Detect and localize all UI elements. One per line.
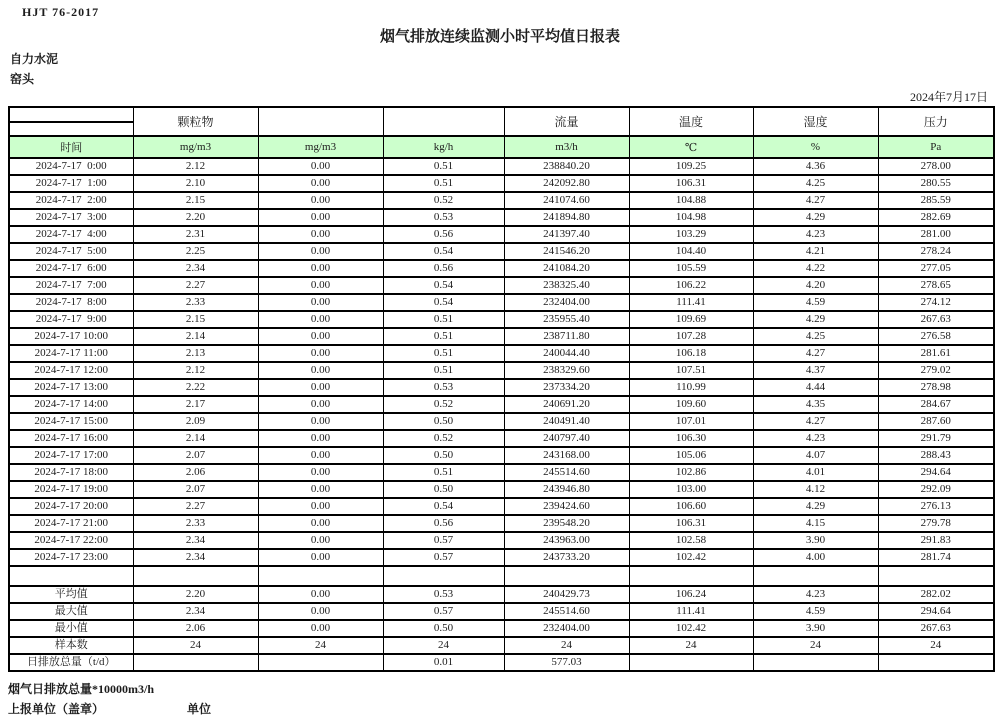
summary-pm-cell: 2.20 [133,586,258,603]
table-row [9,209,994,226]
temperature-cell: 106.60 [629,498,753,515]
pressure-cell: 279.78 [878,515,994,532]
unit-flow-m3h: m3/h [504,136,629,158]
time-cell: 2024-7-17 17:00 [9,447,133,464]
emission-rate-cell: 0.54 [383,294,504,311]
emission-rate-cell: 0.56 [383,226,504,243]
emission-rate-cell: 0.54 [383,243,504,260]
emission-rate-cell: 0.56 [383,515,504,532]
summary-row [9,586,994,603]
pressure-cell: 291.79 [878,430,994,447]
units-row [9,136,994,158]
table-row [9,260,994,277]
temperature-cell: 102.42 [629,549,753,566]
emission-rate-cell: 0.53 [383,379,504,396]
unit-kgh: kg/h [383,136,504,158]
pressure-cell: 278.00 [878,158,994,175]
time-cell: 2024-7-17 3:00 [9,209,133,226]
temperature-cell: 105.06 [629,447,753,464]
humidity-cell: 4.00 [753,549,878,566]
second-concentration-cell: 0.00 [258,430,383,447]
flow-total-note: 烟气日排放总量*10000m3/h [8,682,155,696]
emission-rate-cell: 0.51 [383,175,504,192]
flow-cell: 238329.60 [504,362,629,379]
page-title: 烟气排放连续监测小时平均值日报表 [379,29,620,45]
pm-concentration-cell: 2.17 [133,396,258,413]
time-cell: 2024-7-17 16:00 [9,430,133,447]
humidity-cell: 4.07 [753,447,878,464]
time-cell: 2024-7-17 21:00 [9,515,133,532]
emission-rate-cell: 0.52 [383,430,504,447]
time-cell: 2024-7-17 2:00 [9,192,133,209]
humidity-cell: 4.29 [753,498,878,515]
emission-rate-cell: 0.54 [383,498,504,515]
flow-cell: 240691.20 [504,396,629,413]
humidity-cell: 4.37 [753,362,878,379]
temperature-cell: 109.60 [629,396,753,413]
table-row [9,379,994,396]
table-row [9,328,994,345]
temperature-cell: 107.51 [629,362,753,379]
pm-concentration-cell: 2.07 [133,447,258,464]
col-header-pressure: 压力 [878,107,994,136]
report-date: 2024年7月17日 [909,90,988,104]
table-row [9,481,994,498]
summary-rate-cell: 0.50 [383,620,504,637]
summary-rate-cell: 0.53 [383,586,504,603]
time-cell: 2024-7-17 1:00 [9,175,133,192]
second-concentration-cell: 0.00 [258,447,383,464]
time-cell: 2024-7-17 11:00 [9,345,133,362]
emission-rate-cell: 0.51 [383,311,504,328]
report-unit-label: 上报单位（盖章） [8,702,105,716]
second-concentration-cell: 0.00 [258,379,383,396]
pm-concentration-cell: 2.12 [133,158,258,175]
table-row [9,243,994,260]
pm-concentration-cell: 2.15 [133,311,258,328]
table-row [9,362,994,379]
table-row [9,515,994,532]
emission-rate-cell: 0.50 [383,481,504,498]
time-cell: 2024-7-17 9:00 [9,311,133,328]
col-header-humidity: 湿度 [753,107,878,136]
flow-cell: 240797.40 [504,430,629,447]
flow-cell: 238325.40 [504,277,629,294]
emission-rate-cell: 0.50 [383,413,504,430]
humidity-cell: 4.25 [753,328,878,345]
header-group-row [9,107,994,122]
table-row [9,532,994,549]
summary-flow-cell: 577.03 [504,654,629,671]
summary-rate-cell: 0.57 [383,603,504,620]
emission-rate-cell: 0.52 [383,396,504,413]
temperature-cell: 104.40 [629,243,753,260]
emission-rate-cell: 0.51 [383,362,504,379]
pressure-cell: 274.12 [878,294,994,311]
pm-concentration-cell: 2.33 [133,294,258,311]
emission-rate-cell: 0.51 [383,464,504,481]
summary-pressure-cell: 282.02 [878,586,994,603]
summary-second-cell: 0.00 [258,620,383,637]
table-row [9,192,994,209]
temperature-cell: 103.00 [629,481,753,498]
pressure-cell: 285.59 [878,192,994,209]
temperature-cell: 107.01 [629,413,753,430]
second-concentration-cell: 0.00 [258,464,383,481]
humidity-cell: 4.21 [753,243,878,260]
time-cell: 2024-7-17 8:00 [9,294,133,311]
second-concentration-cell: 0.00 [258,243,383,260]
summary-pressure-cell [878,654,994,671]
flow-cell: 242092.80 [504,175,629,192]
pressure-cell: 281.74 [878,549,994,566]
flow-cell: 243733.20 [504,549,629,566]
second-concentration-cell: 0.00 [258,158,383,175]
emission-rate-cell: 0.57 [383,532,504,549]
flow-cell: 238711.80 [504,328,629,345]
pm-concentration-cell: 2.10 [133,175,258,192]
flow-cell: 237334.20 [504,379,629,396]
time-cell: 2024-7-17 6:00 [9,260,133,277]
unit-pa: Pa [878,136,994,158]
monitoring-data-table [8,106,995,672]
second-concentration-cell: 0.00 [258,549,383,566]
pm-concentration-cell: 2.06 [133,464,258,481]
emission-rate-cell: 0.51 [383,158,504,175]
summary-second-cell: 0.00 [258,603,383,620]
second-concentration-cell: 0.00 [258,532,383,549]
pressure-cell: 284.67 [878,396,994,413]
time-cell: 2024-7-17 7:00 [9,277,133,294]
summary-pm-cell: 2.34 [133,603,258,620]
pressure-cell: 276.13 [878,498,994,515]
table-row [9,549,994,566]
temperature-cell: 107.28 [629,328,753,345]
pressure-cell: 281.61 [878,345,994,362]
humidity-cell: 4.15 [753,515,878,532]
unit-percent: % [753,136,878,158]
time-cell: 2024-7-17 5:00 [9,243,133,260]
time-cell: 2024-7-17 20:00 [9,498,133,515]
summary-temperature-cell: 111.41 [629,603,753,620]
temperature-cell: 106.30 [629,430,753,447]
pm-concentration-cell: 2.34 [133,260,258,277]
pm-concentration-cell: 2.22 [133,379,258,396]
pressure-cell: 291.83 [878,532,994,549]
col-header-empty-1 [258,107,383,136]
pressure-cell: 288.43 [878,447,994,464]
humidity-cell: 4.44 [753,379,878,396]
time-cell: 2024-7-17 18:00 [9,464,133,481]
temperature-cell: 102.86 [629,464,753,481]
temperature-cell: 104.88 [629,192,753,209]
time-cell: 2024-7-17 0:00 [9,158,133,175]
flow-cell: 243168.00 [504,447,629,464]
table-row [9,226,994,243]
pm-concentration-cell: 2.34 [133,532,258,549]
pm-concentration-cell: 2.31 [133,226,258,243]
summary-humidity-cell: 24 [753,637,878,654]
humidity-cell: 3.90 [753,532,878,549]
summary-rate-cell: 24 [383,637,504,654]
summary-row [9,654,994,671]
summary-temperature-cell: 106.24 [629,586,753,603]
table-row [9,464,994,481]
temperature-cell: 106.31 [629,515,753,532]
second-concentration-cell: 0.00 [258,345,383,362]
pm-concentration-cell: 2.12 [133,362,258,379]
pm-concentration-cell: 2.14 [133,328,258,345]
temperature-cell: 110.99 [629,379,753,396]
second-concentration-cell: 0.00 [258,260,383,277]
pm-concentration-cell: 2.14 [133,430,258,447]
flow-cell: 241894.80 [504,209,629,226]
humidity-cell: 4.59 [753,294,878,311]
second-concentration-cell: 0.00 [258,396,383,413]
time-cell: 2024-7-17 10:00 [9,328,133,345]
emission-rate-cell: 0.51 [383,345,504,362]
temperature-cell: 109.25 [629,158,753,175]
summary-pressure-cell: 24 [878,637,994,654]
summary-pm-cell: 2.06 [133,620,258,637]
second-concentration-cell: 0.00 [258,498,383,515]
flow-cell: 241397.40 [504,226,629,243]
summary-humidity-cell: 3.90 [753,620,878,637]
table-row [9,158,994,175]
emission-rate-cell: 0.54 [383,277,504,294]
pressure-cell: 287.60 [878,413,994,430]
table-row [9,294,994,311]
pm-concentration-cell: 2.34 [133,549,258,566]
summary-flow-cell: 24 [504,637,629,654]
pressure-cell: 278.98 [878,379,994,396]
second-concentration-cell: 0.00 [258,277,383,294]
humidity-cell: 4.01 [753,464,878,481]
table-row [9,175,994,192]
summary-pressure-cell: 294.64 [878,603,994,620]
summary-second-cell [258,654,383,671]
time-cell: 2024-7-17 14:00 [9,396,133,413]
humidity-cell: 4.23 [753,430,878,447]
spacer-row [9,566,994,586]
col-header-temperature: 温度 [629,107,753,136]
flow-cell: 232404.00 [504,294,629,311]
pm-concentration-cell: 2.07 [133,481,258,498]
table-row [9,277,994,294]
summary-temperature-cell [629,654,753,671]
pressure-cell: 276.58 [878,328,994,345]
doc-standard-code: HJT 76-2017 [22,5,100,19]
table-row [9,311,994,328]
humidity-cell: 4.29 [753,311,878,328]
table-row [9,498,994,515]
second-concentration-cell: 0.00 [258,209,383,226]
pm-concentration-cell: 2.27 [133,498,258,515]
summary-humidity-cell [753,654,878,671]
summary-pm-cell [133,654,258,671]
time-cell: 2024-7-17 15:00 [9,413,133,430]
summary-label-cell: 样本数 [9,637,133,654]
pressure-cell: 278.24 [878,243,994,260]
pm-concentration-cell: 2.25 [133,243,258,260]
humidity-cell: 4.36 [753,158,878,175]
second-concentration-cell: 0.00 [258,328,383,345]
time-cell: 2024-7-17 4:00 [9,226,133,243]
summary-flow-cell: 232404.00 [504,620,629,637]
humidity-cell: 4.22 [753,260,878,277]
second-concentration-cell: 0.00 [258,362,383,379]
emission-rate-cell: 0.50 [383,447,504,464]
humidity-cell: 4.23 [753,226,878,243]
flow-cell: 240491.40 [504,413,629,430]
flow-cell: 241074.60 [504,192,629,209]
second-concentration-cell: 0.00 [258,515,383,532]
monitor-station-name: 窑头 [10,72,35,86]
second-concentration-cell: 0.00 [258,294,383,311]
second-concentration-cell: 0.00 [258,311,383,328]
time-cell: 2024-7-17 12:00 [9,362,133,379]
humidity-cell: 4.27 [753,413,878,430]
time-cell: 2024-7-17 23:00 [9,549,133,566]
time-cell: 2024-7-17 19:00 [9,481,133,498]
humidity-cell: 4.25 [753,175,878,192]
pm-concentration-cell: 2.20 [133,209,258,226]
summary-pm-cell: 24 [133,637,258,654]
temperature-cell: 103.29 [629,226,753,243]
second-concentration-cell: 0.00 [258,175,383,192]
second-concentration-cell: 0.00 [258,226,383,243]
summary-temperature-cell: 102.42 [629,620,753,637]
flow-cell: 245514.60 [504,464,629,481]
humidity-cell: 4.20 [753,277,878,294]
second-concentration-cell: 0.00 [258,413,383,430]
pressure-cell: 267.63 [878,311,994,328]
pressure-cell: 292.09 [878,481,994,498]
emission-rate-cell: 0.56 [383,260,504,277]
time-cell: 2024-7-17 22:00 [9,532,133,549]
summary-temperature-cell: 24 [629,637,753,654]
pressure-cell: 279.02 [878,362,994,379]
emission-rate-cell: 0.52 [383,192,504,209]
summary-label-cell: 最大值 [9,603,133,620]
table-row [9,430,994,447]
summary-second-cell: 0.00 [258,586,383,603]
emission-rate-cell: 0.51 [383,328,504,345]
unit-mg: mg/m3 [258,136,383,158]
summary-row [9,637,994,654]
pm-concentration-cell: 2.13 [133,345,258,362]
summary-humidity-cell: 4.59 [753,603,878,620]
time-cell: 2024-7-17 13:00 [9,379,133,396]
summary-row [9,603,994,620]
table-row [9,396,994,413]
temperature-cell: 111.41 [629,294,753,311]
summary-label-cell: 日排放总量（t/d） [9,654,133,671]
table-row [9,413,994,430]
summary-pressure-cell: 267.63 [878,620,994,637]
pressure-cell: 277.05 [878,260,994,277]
table-row [9,447,994,464]
summary-row [9,620,994,637]
second-concentration-cell: 0.00 [258,481,383,498]
unit-time: 时间 [9,136,133,158]
emission-rate-cell: 0.53 [383,209,504,226]
report-page [0,5,1000,716]
unit-label: 单位 [187,702,212,716]
flow-cell: 239548.20 [504,515,629,532]
summary-rate-cell: 0.01 [383,654,504,671]
temperature-cell: 104.98 [629,209,753,226]
summary-flow-cell: 240429.73 [504,586,629,603]
flow-cell: 239424.60 [504,498,629,515]
unit-pm-mg: mg/m3 [133,136,258,158]
summary-label-cell: 平均值 [9,586,133,603]
col-header-flow: 流量 [504,107,629,136]
summary-humidity-cell: 4.23 [753,586,878,603]
pressure-cell: 281.00 [878,226,994,243]
humidity-cell: 4.35 [753,396,878,413]
summary-second-cell: 24 [258,637,383,654]
unit-celsius: ℃ [629,136,753,158]
summary-flow-cell: 245514.60 [504,603,629,620]
flow-cell: 243946.80 [504,481,629,498]
flow-cell: 241084.20 [504,260,629,277]
header-corner-bottom-cell [9,122,133,136]
col-header-particulate: 颗粒物 [133,107,258,136]
temperature-cell: 105.59 [629,260,753,277]
company-name: 自力水泥 [10,52,59,66]
flow-cell: 240044.40 [504,345,629,362]
temperature-cell: 106.18 [629,345,753,362]
humidity-cell: 4.12 [753,481,878,498]
pm-concentration-cell: 2.27 [133,277,258,294]
humidity-cell: 4.29 [753,209,878,226]
humidity-cell: 4.27 [753,192,878,209]
summary-label-cell: 最小值 [9,620,133,637]
emission-rate-cell: 0.57 [383,549,504,566]
flow-cell: 235955.40 [504,311,629,328]
footer-unit-line [8,700,1000,717]
pm-concentration-cell: 2.33 [133,515,258,532]
pressure-cell: 282.69 [878,209,994,226]
second-concentration-cell: 0.00 [258,192,383,209]
pressure-cell: 294.64 [878,464,994,481]
temperature-cell: 106.22 [629,277,753,294]
pm-concentration-cell: 2.15 [133,192,258,209]
flow-cell: 243963.00 [504,532,629,549]
temperature-cell: 102.58 [629,532,753,549]
flow-cell: 241546.20 [504,243,629,260]
flow-cell: 238840.20 [504,158,629,175]
header-corner-top-cell [9,107,133,122]
pressure-cell: 280.55 [878,175,994,192]
temperature-cell: 106.31 [629,175,753,192]
col-header-empty-2 [383,107,504,136]
table-row [9,345,994,362]
pm-concentration-cell: 2.09 [133,413,258,430]
temperature-cell: 109.69 [629,311,753,328]
pressure-cell: 278.65 [878,277,994,294]
humidity-cell: 4.27 [753,345,878,362]
